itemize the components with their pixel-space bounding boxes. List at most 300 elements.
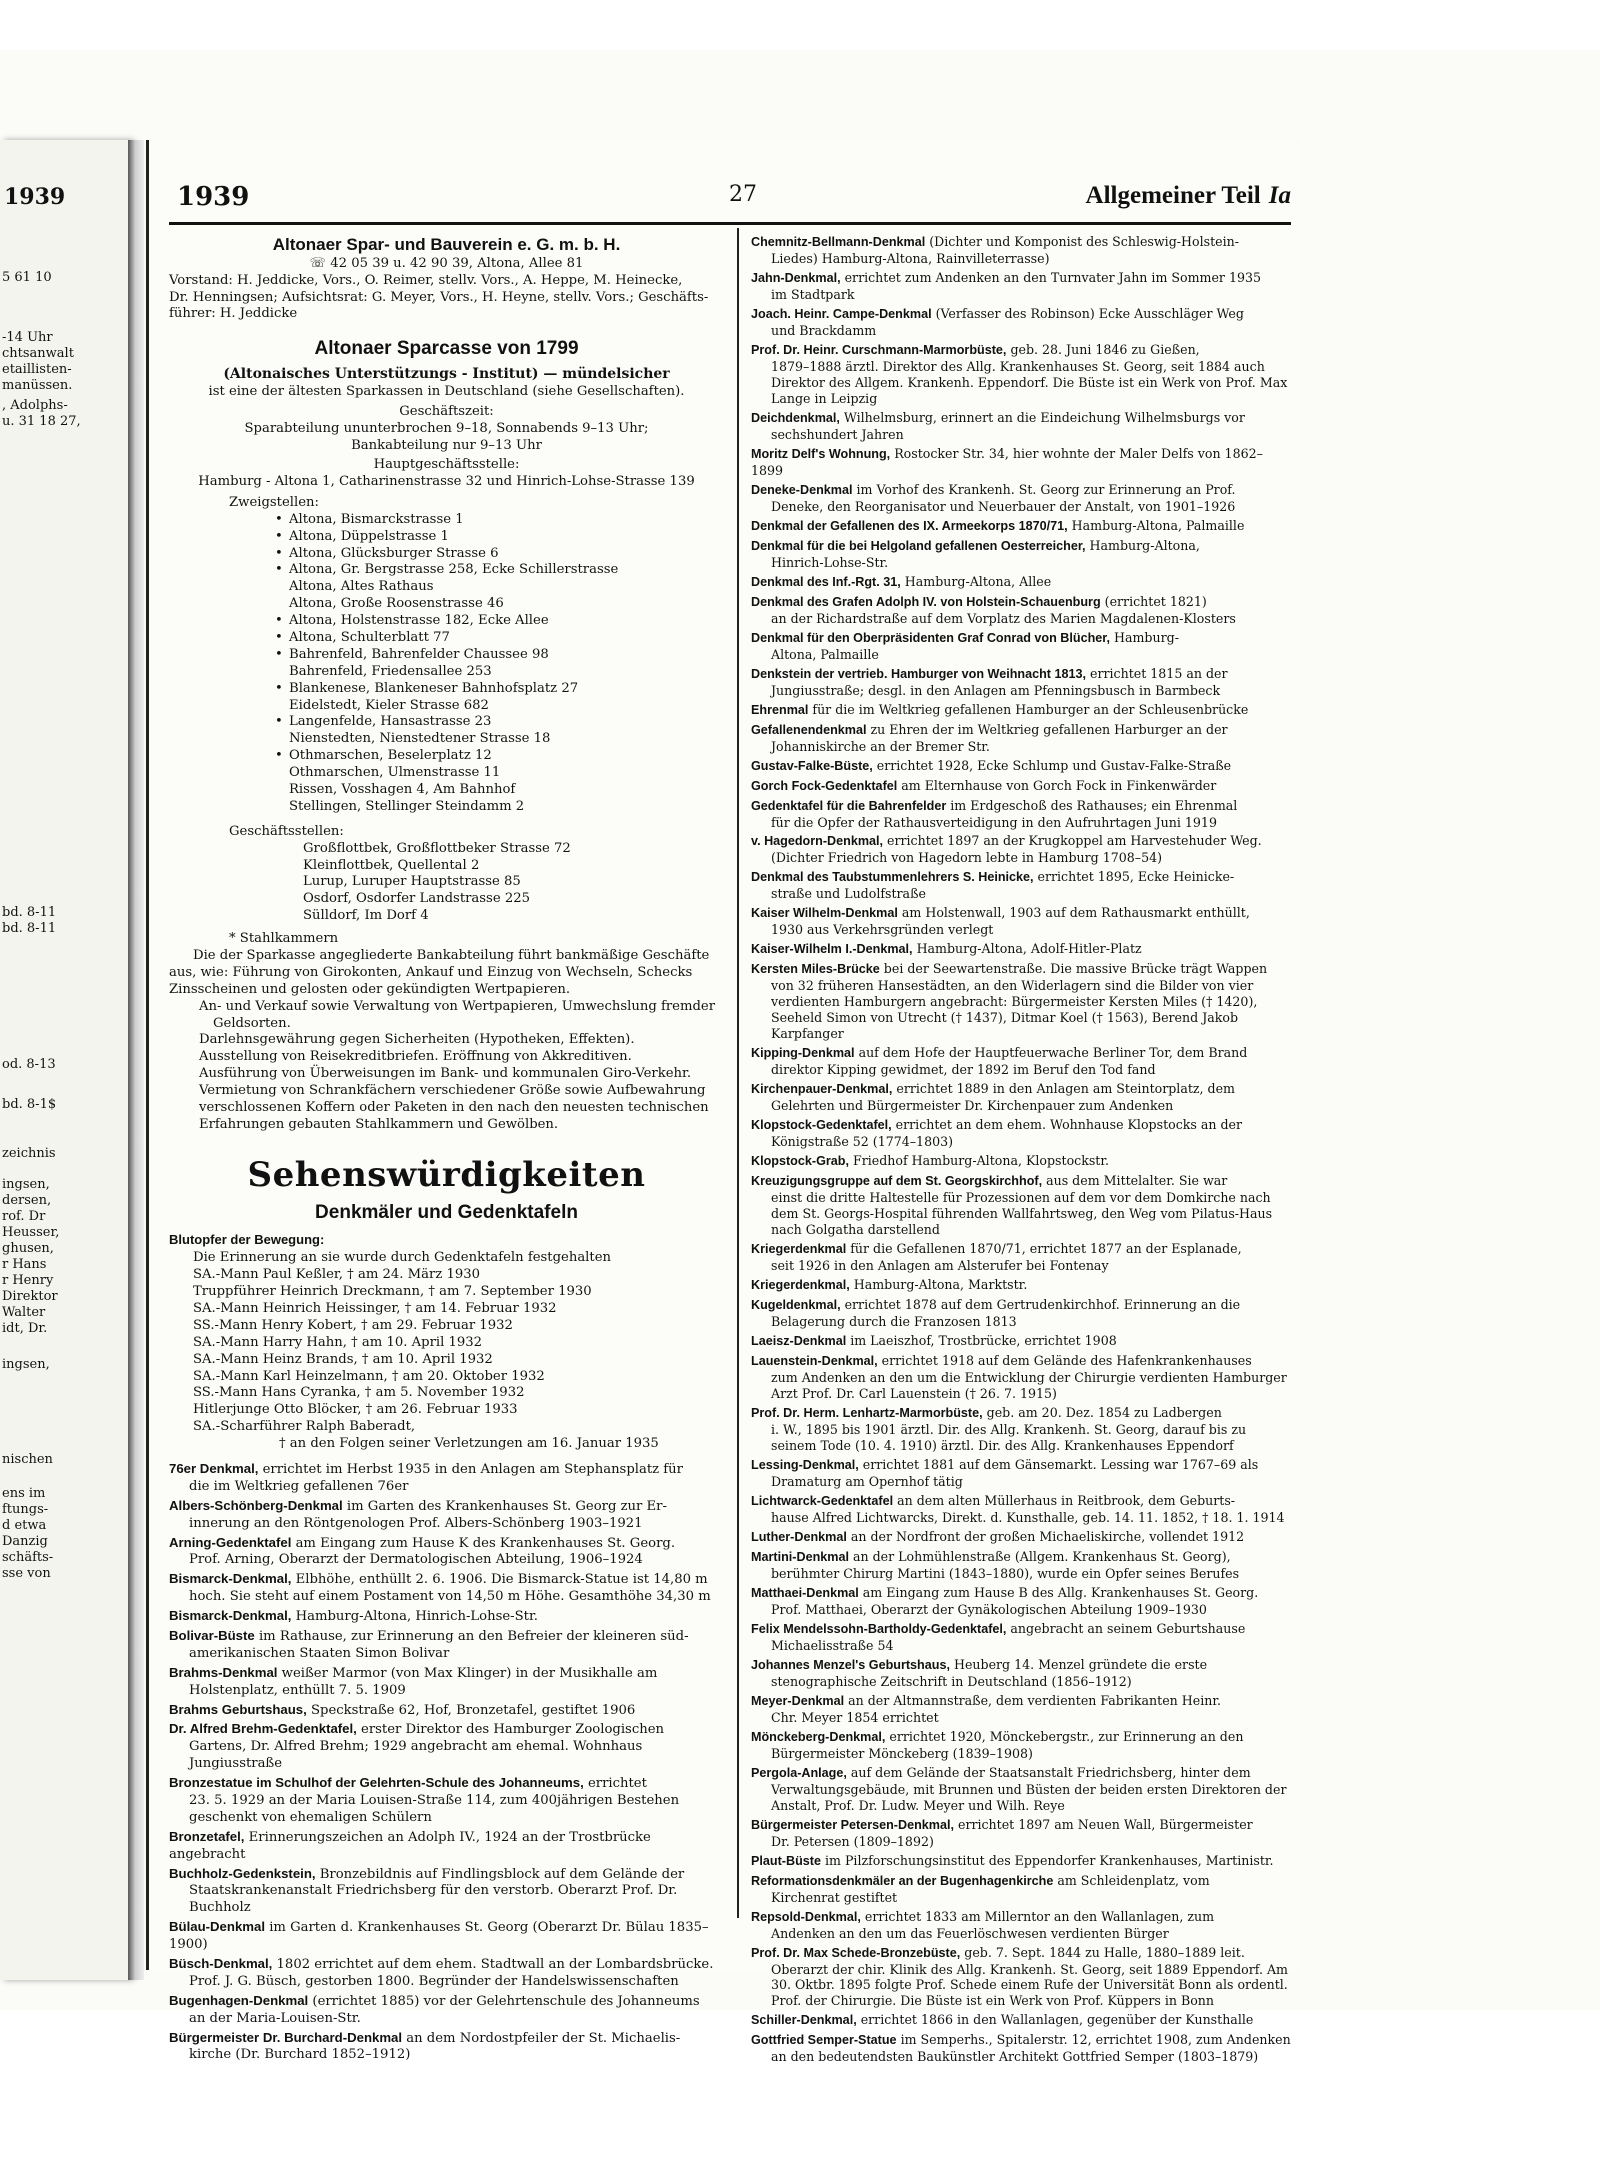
branch-item: • Bahrenfeld, Bahrenfelder Chaussee 98 xyxy=(169,647,724,664)
monument-continuation: für die Opfer der Rathausverteidigung in den Aufruhrtagen Juni 1919 xyxy=(771,814,1217,830)
office-item: Sülldorf, Im Dorf 4 xyxy=(303,908,429,924)
branch-item: Eidelstedt, Kieler Strasse 682 xyxy=(289,697,489,713)
branch-item: • Altona, Schulterblatt 77 xyxy=(169,630,724,647)
monument-text: Hamburg-Altona, Palmaille xyxy=(1067,517,1245,533)
monument-entry xyxy=(751,410,1291,443)
monument-continuation: die im Weltkrieg gefallenen 76er xyxy=(189,1478,409,1494)
monument-entry xyxy=(751,594,1291,627)
monument-name: Martini-Denkmal xyxy=(751,1549,849,1564)
bank-phone: ☏ 42 05 39 u. 42 90 39, Altona, Allee 81 xyxy=(309,255,584,271)
previous-page-line: ftungs- xyxy=(2,1502,49,1517)
monument-name: Jahn-Denkmal, xyxy=(751,270,841,285)
previous-page-line: nischen xyxy=(2,1452,53,1467)
monument-continuation: Oberarzt der chir. Klinik des Allg. Krankenh. St. Georg, seit 1889 Eppendorf. Am 30. Oktbr. 1895 folgte Prof. Schede einem Rufe der Universität Bonn als ordentl. Prof. der Chirurgie. Die Büste ist ein Werk von Prof. Küppers in Bonn xyxy=(771,1961,1288,2009)
left-column xyxy=(169,234,724,2063)
previous-page-line: sse von xyxy=(2,1566,51,1581)
bank-title-sparcasse: Altonaer Sparcasse von 1799 xyxy=(314,338,579,360)
monument-entry xyxy=(169,1628,724,1663)
services-line: verschlossenen Koffern oder Paketen in den nach den neuesten technischen xyxy=(199,1100,709,1116)
victim-list xyxy=(169,1267,724,1436)
monument-entry xyxy=(751,758,1291,775)
victim-line: Truppführer Heinrich Dreckmann, † am 7. September 1930 xyxy=(193,1284,592,1300)
monument-entry xyxy=(751,1729,1291,1762)
sights-title: Sehenswürdigkeiten xyxy=(247,1154,646,1195)
monument-text: errichtet im Herbst 1935 in den Anlagen am Stephansplatz für xyxy=(258,1461,683,1477)
monument-text: errichtet 1881 auf dem Gänsemarkt. Lessing war 1767–69 als xyxy=(858,1456,1259,1472)
previous-page-line: ingsen, xyxy=(2,1357,50,1372)
section-heading xyxy=(1086,182,1291,210)
office-list xyxy=(169,841,724,925)
monument-continuation: (Dichter Friedrich von Hagedorn lebte in Hamburg 1708–54) xyxy=(771,850,1163,866)
monument-entry xyxy=(751,961,1291,1042)
monument-entry xyxy=(751,1153,1291,1170)
bank-description: ist eine der ältesten Sparkassen in Deutschland (siehe Gesellschaften). xyxy=(208,383,685,399)
office-item: Kleinflottbek, Quellental 2 xyxy=(303,857,480,873)
monument-continuation: Hinrich-Lohse-Str. xyxy=(771,554,889,570)
monument-text: errichtet 1878 auf dem Gertrudenkirchhof. Erinnerung an die xyxy=(840,1297,1241,1313)
bank-board-lines xyxy=(169,273,724,324)
monument-text: errichtet 1833 am Millerntor an den Wallanlagen, zum xyxy=(860,1908,1215,1924)
monument-entry xyxy=(751,798,1291,831)
monument-name: Denkmal des Grafen Adolph IV. von Holstein-Schauenburg xyxy=(751,594,1101,609)
bank-services-paragraph xyxy=(169,948,724,999)
previous-page-line: idt, Dr. xyxy=(2,1321,48,1336)
monument-continuation: einst die dritte Haltestelle für Prozessionen auf dem vor dem Domkirche nach dem St. Georgs-Hospital führenden Wallfahrtsweg, den Weg vom Pilatus-Haus nach Golgatha darstellend xyxy=(771,1190,1273,1238)
monument-entry xyxy=(751,1353,1291,1402)
monument-entry xyxy=(751,1873,1291,1906)
monument-name: Buchholz-Gedenkstein, xyxy=(169,1865,316,1881)
monument-text: auf dem Hofe der Hauptfeuerwache Berliner Tor, dem Brand xyxy=(854,1045,1248,1061)
monument-entry xyxy=(751,778,1291,795)
monument-text: (errichtet 1885) vor der Gelehrtenschule des Johanneums xyxy=(308,1993,700,2009)
previous-page-line: d etwa xyxy=(2,1518,47,1533)
victim-line: SA.-Mann Heinz Brands, † am 10. April 1932 xyxy=(193,1351,493,1367)
monument-text: errichtet 1897 am Neuen Wall, Bürgermeister xyxy=(953,1816,1253,1832)
monument-text: errichtet an dem ehem. Wohnhause Klopstocks an der xyxy=(891,1117,1243,1133)
monument-name: Reformationsdenkmäler an der Bugenhagenkirche xyxy=(751,1873,1054,1888)
services-line: Ausstellung von Reisekreditbriefen. Eröffnung von Akkreditiven. xyxy=(199,1049,632,1065)
monument-name: Brahms-Denkmal xyxy=(169,1664,278,1680)
monument-text: (errichtet 1821) xyxy=(1100,593,1207,609)
monument-name: Felix Mendelssohn-Bartholdy-Gedenktafel, xyxy=(751,1621,1007,1636)
previous-page-edge xyxy=(0,140,130,1980)
right-monument-entries xyxy=(751,234,1291,2065)
header-year: 1939 xyxy=(177,182,250,212)
monument-continuation: 1879–1888 ärztl. Direktor des Allg. Krankenhauses St. Georg, seit 1884 auch Direktor des Allgem. Krankenh. Eppendorf. Die Büste ist ein Werk von Prof. Max Lange in Leipzig xyxy=(771,358,1288,406)
monument-name: Kaiser Wilhelm-Denkmal xyxy=(751,906,898,921)
monument-entry xyxy=(751,574,1291,591)
monument-continuation: Gartens, Dr. Alfred Brehm; 1929 angebracht am ehemal. Wohnhaus Jungiusstraße xyxy=(189,1739,643,1772)
monument-text: errichtet xyxy=(583,1776,647,1792)
services-line: Geldsorten. xyxy=(213,1015,291,1031)
monument-name: Bronzetafel, xyxy=(169,1828,245,1844)
monument-text: errichtet zum Andenken an den Turnvater Jahn im Sommer 1935 xyxy=(840,269,1262,285)
previous-page-line: ens im xyxy=(2,1486,46,1501)
monument-continuation: im Stadtpark xyxy=(771,286,855,302)
monument-name: Kreuzigungsgruppe auf dem St. Georgskirchhof, xyxy=(751,1174,1043,1189)
previous-page-line: zeichnis xyxy=(2,1146,56,1161)
monument-entry xyxy=(751,234,1291,267)
services-line: Ausführung von Überweisungen im Bank- und kommunalen Giro-Verkehr. xyxy=(199,1066,692,1082)
monument-name: Schiller-Denkmal, xyxy=(751,2013,857,2028)
monument-continuation: Johanniskirche an der Bremer Str. xyxy=(771,738,990,754)
previous-page-line: manüssen. xyxy=(2,378,73,393)
monument-name: Deneke-Denkmal xyxy=(751,482,853,497)
monument-text: Hamburg-Altona, Hinrich-Lohse-Str. xyxy=(291,1609,539,1625)
monument-continuation: Prof. J. G. Büsch, gestorben 1800. Begründer der Handelswissenschaften xyxy=(189,1973,679,1989)
monument-entry xyxy=(751,1945,1291,2010)
monument-name: Kugeldenkmal, xyxy=(751,1298,841,1313)
previous-page-heading: 1939 xyxy=(4,184,66,210)
monument-continuation: berühmter Chirurg Martini (1843–1880), wurde ein Opfer seines Berufes xyxy=(771,1565,1240,1581)
monument-name: Moritz Delf's Wohnung, xyxy=(751,446,891,461)
branch-item: Rissen, Vosshagen 4, Am Bahnhof xyxy=(289,782,516,798)
book-page xyxy=(146,140,1301,2065)
monument-entry xyxy=(751,538,1291,571)
services-line: Zinsscheinen und gelosten oder gekündigten Wertpapieren. xyxy=(169,981,571,997)
monument-name: Denkmal für die bei Helgoland gefallenen Oesterreicher, xyxy=(751,538,1086,553)
monument-entry xyxy=(751,1297,1291,1330)
victim-line: SA.-Mann Heinrich Heissinger, † am 14. Februar 1932 xyxy=(193,1300,557,1316)
monument-text: an dem alten Müllerhaus in Reitbrook, dem Geburts- xyxy=(893,1492,1236,1508)
monument-name: Gefallenendenkmal xyxy=(751,722,867,737)
victim-line: Hitlerjunge Otto Blöcker, † am 26. Februar 1933 xyxy=(193,1402,518,1418)
monument-text: an der Nordfront der großen Michaeliskirche, vollendet 1912 xyxy=(846,1528,1245,1544)
monument-entry xyxy=(751,270,1291,303)
monument-text: Hamburg-Altona, xyxy=(1085,537,1200,553)
monument-text: Elbhöhe, enthüllt 2. 6. 1906. Die Bismarck-Statue ist 14,80 m xyxy=(291,1572,708,1588)
monument-text: aus dem Mittelalter. Sie war xyxy=(1042,1173,1228,1189)
column-separator xyxy=(737,228,739,1918)
branches-label: Zweigstellen: xyxy=(229,494,319,510)
monument-continuation: Bürgermeister Mönckeberg (1839–1908) xyxy=(771,1745,1033,1761)
monument-name: Deichdenkmal, xyxy=(751,410,840,425)
monument-entry xyxy=(751,1457,1291,1490)
monument-name: Gorch Fock-Gedenktafel xyxy=(751,778,898,793)
monument-name: Luther-Denkmal xyxy=(751,1529,847,1544)
monument-entry xyxy=(751,306,1291,339)
monument-name: Bürgermeister Petersen-Denkmal, xyxy=(751,1817,954,1832)
monument-text: am Schleidenplatz, vom xyxy=(1053,1872,1210,1888)
monument-entry xyxy=(751,1621,1291,1654)
previous-page-line: r Hans xyxy=(2,1257,47,1272)
branch-item: • Altona, Gr. Bergstrasse 258, Ecke Schillerstrasse xyxy=(169,562,724,579)
previous-page-line: schäfts- xyxy=(2,1550,54,1565)
monument-text: im Pilzforschungsinstitut des Eppendorfer Krankenhauses, Martinistr. xyxy=(820,1852,1274,1868)
previous-page-line: -14 Uhr xyxy=(2,330,53,345)
branch-item: Nienstedten, Nienstedtener Strasse 18 xyxy=(289,731,551,747)
monument-continuation: Altona, Palmaille xyxy=(771,646,879,662)
previous-page-line: bd. 8-1$ xyxy=(2,1097,57,1112)
previous-page-line: r Henry xyxy=(2,1273,54,1288)
monument-entry xyxy=(169,1993,724,2028)
page-header xyxy=(169,182,1291,222)
monument-text: am Elternhause von Gorch Fock in Finkenwärder xyxy=(897,777,1217,793)
monument-entry xyxy=(169,2030,724,2065)
monument-text: geb. am 20. Dez. 1854 zu Ladbergen xyxy=(982,1404,1222,1420)
monument-name: Lichtwarck-Gedenktafel xyxy=(751,1493,894,1508)
previous-page-line: bd. 8-11 xyxy=(2,921,57,936)
monument-text: an der Altmannstraße, dem verdienten Fabrikanten Heinr. xyxy=(844,1692,1221,1708)
previous-page-line: ghusen, xyxy=(2,1241,54,1256)
monument-continuation: direktor Kipping gewidmet, der 1892 im Beruf den Tod fand xyxy=(771,1062,1156,1078)
monument-entry xyxy=(751,1405,1291,1454)
monument-continuation: Prof. Arning, Oberarzt der Dermatologischen Abteilung, 1906–1924 xyxy=(189,1552,643,1568)
monument-continuation: Belagerung durch die Franzosen 1813 xyxy=(771,1314,1017,1330)
monument-entry xyxy=(751,482,1291,515)
monument-text: Hamburg- xyxy=(1110,629,1179,645)
monument-entry xyxy=(751,1853,1291,1870)
victim-line: SS.-Mann Hans Cyranka, † am 5. November 1932 xyxy=(193,1385,525,1401)
monument-entry xyxy=(751,1045,1291,1078)
branch-list xyxy=(169,512,724,816)
monument-entry xyxy=(751,1493,1291,1526)
monument-continuation: Staatskrankenanstalt Friedrichsberg für den verstorb. Oberarzt Prof. Dr. Buchholz xyxy=(189,1883,678,1916)
services-line: Vermietung von Schrankfächern verschiedener Größe sowie Aufbewahrung xyxy=(199,1083,706,1099)
monument-name: Kipping-Denkmal xyxy=(751,1046,855,1061)
monument-text: Erinnerungszeichen an Adolph IV., 1924 an der Trostbrücke angebracht xyxy=(169,1829,651,1862)
left-monument-entries xyxy=(169,1461,724,2064)
main-office-label: Hauptgeschäftsstelle: xyxy=(373,457,520,473)
monument-text: für die Gefallenen 1870/71, errichtet 1877 an der Esplanade, xyxy=(846,1241,1242,1257)
monument-entry xyxy=(169,1956,724,1991)
services-line: Erfahrungen gebauten Stahlkammern und Gewölben. xyxy=(199,1116,559,1132)
branch-item: Altona, Große Roosenstrasse 46 xyxy=(289,596,504,612)
monument-name: Chemnitz-Bellmann-Denkmal xyxy=(751,235,926,249)
monument-name: Ehrenmal xyxy=(751,702,809,717)
previous-page-line: , Adolphs- xyxy=(2,398,68,413)
monument-continuation: Verwaltungsgebäude, mit Brunnen und Büsten der beiden ersten Direktoren der Anstalt, Prof. Dr. Ludw. Meyer und Wilh. Reye xyxy=(771,1781,1287,1813)
monument-continuation: innerung an den Röntgenologen Prof. Albers-Schönberg 1903–1921 xyxy=(189,1515,643,1531)
bank-services-list xyxy=(169,999,724,1134)
monument-entry xyxy=(751,1765,1291,1814)
monument-name: Prof. Dr. Heinr. Curschmann-Marmorbüste, xyxy=(751,342,1007,357)
monument-name: Meyer-Denkmal xyxy=(751,1693,845,1708)
office-item: Lurup, Luruper Hauptstrasse 85 xyxy=(303,874,521,890)
monument-continuation: sechshundert Jahren xyxy=(771,426,904,442)
monument-entry xyxy=(751,1693,1291,1726)
previous-page-line: chtsanwalt xyxy=(2,346,74,361)
monument-text: errichtet 1920, Mönckebergstr., zur Erinnerung an den xyxy=(885,1728,1244,1744)
monument-text: 1802 errichtet auf dem ehem. Stadtwall an der Lombardsbrücke. xyxy=(272,1957,714,1973)
previous-page-line: Heusser, xyxy=(2,1225,60,1240)
monument-text: errichtet 1918 auf dem Gelände des Hafenkrankenhauses xyxy=(877,1353,1252,1369)
branch-item: • Altona, Holstenstrasse 182, Ecke Allee xyxy=(169,613,724,630)
monument-name: Kirchenpauer-Denkmal, xyxy=(751,1082,893,1097)
monument-continuation: Dr. Petersen (1809–1892) xyxy=(771,1833,934,1849)
monument-entry xyxy=(751,1173,1291,1238)
monument-entry xyxy=(751,905,1291,938)
monument-name: Klopstock-Gedenktafel, xyxy=(751,1118,892,1133)
monument-name: Kaiser-Wilhelm I.-Denkmal, xyxy=(751,942,913,957)
monument-name: Joach. Heinr. Campe-Denkmal xyxy=(751,306,932,321)
office-item: Großflottbek, Großflottbeker Strasse 72 xyxy=(303,840,571,856)
monument-entry xyxy=(751,702,1291,719)
monument-entry xyxy=(751,1277,1291,1294)
monument-name: Johannes Menzel's Geburtshaus, xyxy=(751,1657,950,1672)
monument-entry xyxy=(751,666,1291,699)
monument-name: Bismarck-Denkmal, xyxy=(169,1571,292,1587)
services-line: aus, wie: Führung von Girokonten, Ankauf und Einzug von Wechseln, Schecks xyxy=(169,964,693,980)
section-title: Allgemeiner Teil xyxy=(1085,182,1261,209)
monument-text: erster Direktor des Hamburger Zoologischen xyxy=(356,1722,664,1738)
monument-text: am Holstenwall, 1903 auf dem Rathausmarkt enthüllt, xyxy=(897,905,1250,921)
monument-continuation: stenographische Zeitschrift in Deutschland (1856–1912) xyxy=(771,1673,1132,1689)
bank-board-line: Dr. Henningsen; Aufsichtsrat: G. Meyer, Vors., H. Heyne, stellv. Vors.; Geschäfts- xyxy=(169,289,709,305)
previous-page-line: dersen, xyxy=(2,1193,52,1208)
monument-name: Brahms Geburtshaus, xyxy=(169,1701,307,1717)
monument-continuation: zum Andenken an den um die Entwicklung der Chirurgie verdienten Hamburger Arzt Prof. Dr. Carl Lauenstein († 26. 7. 1915) xyxy=(771,1370,1287,1401)
monument-entry xyxy=(169,1498,724,1533)
monument-name: Bülau-Denkmal xyxy=(169,1919,265,1935)
victim-line: SA.-Mann Harry Hahn, † am 10. April 1932 xyxy=(193,1334,483,1350)
monument-entry xyxy=(751,518,1291,535)
monument-entry xyxy=(751,1817,1291,1850)
page-number: 27 xyxy=(729,182,757,207)
monument-entry xyxy=(169,1721,724,1773)
monument-name: Arning-Gedenktafel xyxy=(169,1534,292,1550)
branch-item: Bahrenfeld, Friedensallee 253 xyxy=(289,663,492,679)
monument-text: angebracht an seinem Geburtshause xyxy=(1006,1620,1246,1636)
monument-entry xyxy=(169,1702,724,1720)
monument-continuation: amerikanischen Staaten Simon Bolivar xyxy=(189,1645,450,1661)
monument-name: v. Hagedorn-Denkmal, xyxy=(751,834,884,849)
bank-subtitle: (Altonaisches Unterstützungs - Institut) — mündelsicher xyxy=(223,365,670,382)
monument-continuation: Liedes) Hamburg-Altona, Rainvilleterrasse) xyxy=(771,250,1050,266)
monument-entry xyxy=(751,1657,1291,1690)
monument-entry xyxy=(751,630,1291,663)
monument-text: geb. 28. Juni 1846 zu Gießen, xyxy=(1006,341,1200,357)
monument-continuation: Andenken an den um das Feuerlöschwesen verdienten Bürger xyxy=(771,1925,1169,1941)
monument-continuation: von 32 früheren Hansestädten, an den Widerlagern sind die Bilder von vier verdienten Hamburgern angebracht: Bürgermeister Kersten Miles († 1420), Seeheld Simon von Utrecht († 1437), Ditmar Koel († 1563), Berend Jakob Karpfanger xyxy=(771,978,1258,1042)
monument-continuation: i. W., 1895 bis 1901 ärztl. Dir. des Allg. Krankenh. St. Georg, darauf bis zu seinem Tode (10. 4. 1910) ärztl. Dir. des Allg. Krankenhauses Eppendorf xyxy=(771,1421,1247,1453)
monument-name: Bürgermeister Dr. Burchard-Denkmal xyxy=(169,2029,403,2045)
previous-page-line: Danzig xyxy=(2,1534,48,1549)
monument-entry xyxy=(751,1585,1291,1618)
monument-name: Prof. Dr. Herm. Lenhartz-Marmorbüste, xyxy=(751,1405,983,1420)
monument-name: Repsold-Denkmal, xyxy=(751,1909,861,1924)
victim-line: SA.-Mann Karl Heinzelmann, † am 20. Oktober 1932 xyxy=(193,1368,545,1384)
monument-name: Pergola-Anlage, xyxy=(751,1765,847,1780)
monument-name: Kersten Miles-Brücke xyxy=(751,962,880,977)
monument-name: Bolivar-Büste xyxy=(169,1627,255,1643)
monument-name: Laeisz-Denkmal xyxy=(751,1334,847,1349)
monument-name: Gottfried Semper-Statue xyxy=(751,2033,897,2048)
book-binding-gutter xyxy=(128,140,144,1980)
monument-name: 76er Denkmal, xyxy=(169,1460,259,1476)
monument-name: Bronzestatue im Schulhof der Gelehrten-Schule des Johanneums, xyxy=(169,1775,584,1791)
services-line: An- und Verkauf sowie Verwaltung von Wertpapieren, Umwechslung fremder xyxy=(199,998,715,1014)
monument-continuation: an der Maria-Louisen-Str. xyxy=(189,2010,361,2026)
monument-text: an der Lohmühlenstraße (Allgem. Krankenhaus St. Georg), xyxy=(848,1548,1231,1564)
monument-continuation: 23. 5. 1929 an der Maria Louisen-Straße 114, zum 400jährigen Bestehen geschenkt von ehemaligen Schülern xyxy=(189,1793,680,1825)
monument-text: im Garten d. Krankenhauses St. Georg (Oberarzt Dr. Bülau 1835–1900) xyxy=(169,1920,709,1953)
monument-text: Heuberg 14. Menzel gründete die erste xyxy=(949,1656,1208,1672)
monument-name: Gustav-Falke-Büste, xyxy=(751,758,873,773)
monument-text: Speckstraße 62, Hof, Bronzetafel, gestiftet 1906 xyxy=(306,1702,636,1718)
monument-name: Gedenktafel für die Bahrenfelder xyxy=(751,798,947,813)
monument-text: im Semperhs., Spitalerstr. 12, errichtet 1908, zum Andenken xyxy=(896,2032,1291,2048)
monument-continuation: seit 1926 in den Anlagen am Alsterufer bei Fontenay xyxy=(771,1258,1109,1274)
monument-entry xyxy=(751,1549,1291,1582)
monument-entry xyxy=(751,2012,1291,2029)
branch-item: Othmarschen, Ulmenstrasse 11 xyxy=(289,765,501,781)
monument-text: Bronzebildnis auf Findlingsblock auf dem Gelände der xyxy=(315,1866,685,1882)
monument-text: auf dem Gelände der Staatsanstalt Friedrichsberg, hinter dem xyxy=(846,1764,1251,1780)
monument-name: Prof. Dr. Max Schede-Bronzebüste, xyxy=(751,1945,961,1960)
monument-entry xyxy=(169,1535,724,1570)
category-label: Blutopfer der Bewegung: xyxy=(169,1231,325,1247)
monument-name: Klopstock-Grab, xyxy=(751,1154,849,1169)
right-column xyxy=(751,234,1291,2065)
branch-item: • Blankenese, Blankeneser Bahnhofsplatz 27 xyxy=(169,681,724,698)
monument-text: am Eingang zum Hause B des Allg. Krankenhauses St. Georg. xyxy=(858,1584,1259,1600)
previous-page-line: etaillisten- xyxy=(2,362,72,377)
monument-text: Rostocker Str. 34, hier wohnte der Maler Delfs von 1862–1899 xyxy=(751,445,1263,478)
header-rule xyxy=(169,222,1291,225)
previous-page-line: Walter xyxy=(2,1305,46,1320)
monument-entry xyxy=(169,1665,724,1700)
monument-name: Mönckeberg-Denkmal, xyxy=(751,1729,886,1744)
monument-text: Wilhelmsburg, erinnert an die Eindeichung Wilhelmsburgs vor xyxy=(839,409,1245,425)
monument-continuation: Prof. Matthaei, Oberarzt der Gynäkologischen Abteilung 1909–1930 xyxy=(771,1601,1207,1617)
office-item: Osdorf, Osdorfer Landstrasse 225 xyxy=(303,891,530,907)
monument-text: im Erdgeschoß des Rathauses; ein Ehrenmal xyxy=(946,797,1238,813)
monument-continuation: straße und Ludolfstraße xyxy=(771,886,926,902)
services-line: Die der Sparkasse angegliederte Bankabteilung führt bankmäßige Geschäfte xyxy=(193,948,710,964)
monument-text: errichtet 1897 an der Krugkoppel am Harvestehuder Weg. xyxy=(883,833,1262,849)
monument-continuation: Königstraße 52 (1774–1803) xyxy=(771,1134,954,1150)
monument-name: Kriegerdenkmal, xyxy=(751,1278,850,1293)
previous-page-line: od. 8-13 xyxy=(2,1057,56,1072)
monument-entry xyxy=(169,1829,724,1864)
monument-continuation: an der Richardstraße auf dem Vorplatz des Marien Magdalenen-Klosters xyxy=(771,610,1236,626)
branch-item: • Langenfelde, Hansastrasse 23 xyxy=(169,714,724,731)
monument-continuation: Kirchenrat gestiftet xyxy=(771,1889,898,1905)
offices-label: Geschäftsstellen: xyxy=(229,823,344,839)
monument-continuation: hause Alfred Lichtwarcks, Direkt. d. Kunsthalle, geb. 14. 11. 1852, † 18. 1. 1914 xyxy=(771,1509,1285,1525)
victim-line: SA.-Scharführer Ralph Baberadt, xyxy=(193,1419,416,1435)
monument-name: Denkmal des Inf.-Rgt. 31, xyxy=(751,574,901,589)
monument-continuation: Chr. Meyer 1854 errichtet xyxy=(771,1709,939,1725)
victim-last-line: † an den Folgen seiner Verletzungen am 16. Januar 1935 xyxy=(279,1436,659,1452)
branch-item: • Altona, Glücksburger Strasse 6 xyxy=(169,546,724,563)
previous-page-line: u. 31 18 27, xyxy=(2,414,81,429)
monument-text: an dem Nordostpfeiler der St. Michaelis- xyxy=(402,2030,681,2046)
bank-board-line: Vorstand: H. Jeddicke, Vors., O. Reimer, stellv. Vors., A. Heppe, M. Heinecke, xyxy=(169,272,683,288)
branch-item: • Altona, Düppelstrasse 1 xyxy=(169,529,724,546)
previous-page-line: ingsen, xyxy=(2,1177,50,1192)
monument-text: errichtet 1928, Ecke Schlump und Gustav-Falke-Straße xyxy=(872,757,1232,773)
victim-line: SA.-Mann Paul Keßler, † am 24. März 1930 xyxy=(193,1267,481,1283)
monument-continuation: Dramaturg am Opernhof tätig xyxy=(771,1473,963,1489)
monument-text: Hamburg-Altona, Adolf-Hitler-Platz xyxy=(912,941,1142,957)
monument-continuation: und Brackdamm xyxy=(771,322,877,338)
monument-name: Albers-Schönberg-Denkmal xyxy=(169,1497,343,1513)
monument-entry xyxy=(751,1081,1291,1114)
monument-text: für die im Weltkrieg gefallenen Hamburger an der Schleusenbrücke xyxy=(808,701,1249,717)
monument-name: Lessing-Denkmal, xyxy=(751,1457,859,1472)
monument-name: Dr. Alfred Brehm-Gedenktafel, xyxy=(169,1721,357,1737)
branch-item: • Altona, Bismarckstrasse 1 xyxy=(169,512,724,529)
monument-entry xyxy=(751,1241,1291,1274)
monument-continuation: Holstenplatz, enthüllt 7. 5. 1909 xyxy=(189,1682,406,1698)
monument-entry xyxy=(751,2032,1291,2065)
business-hours-bank: Bankabteilung nur 9–13 Uhr xyxy=(351,438,542,454)
monument-text: errichtet 1815 an der xyxy=(1086,665,1228,681)
monument-text: im Vorhof des Krankenh. St. Georg zur Erinnerung an Prof. xyxy=(852,481,1236,497)
monument-name: Denkmal der Gefallenen des IX. Armeekorps 1870/71, xyxy=(751,518,1068,533)
